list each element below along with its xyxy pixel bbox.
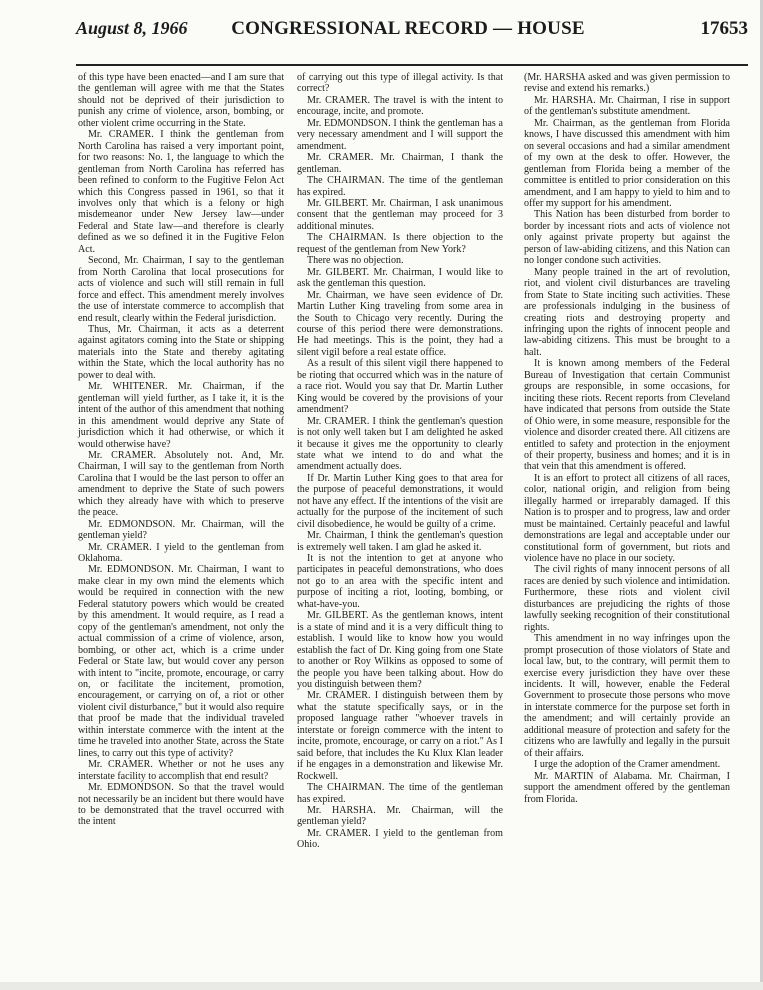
paragraph: Mr. HARSHA. Mr. Chairman, will the gentleman yield?	[297, 805, 503, 828]
paragraph: Mr. CRAMER. I think the gentleman's question is not only well taken but I am delighted he asked it because it gives me the opportunity to clearly state what we intend to do and what the amendment actually does.	[297, 415, 503, 473]
paragraph: This Nation has been disturbed from border to border by incessant riots and acts of violence not only against private property but against the person of law-abiding citizens, and this Nation can no longer condone such activities.	[524, 209, 730, 267]
paragraph: The civil rights of many innocent persons of all races are denied by such violence and intimidation. Furthermore, these riots and violent civil disturbances are prejudicing the rights of those lawfully seeking recognition of their constitutional rights.	[524, 564, 730, 633]
paragraph: Mr. HARSHA. Mr. Chairman, I rise in support of the gentleman's substitute amendment.	[524, 94, 730, 118]
paragraph: Mr. Chairman, as the gentleman from Florida knows, I have discussed this amendment with him on several occasions and had a similar amendment of my own at the desk to offer. However, the gentleman from Florida being a member of the committee is entitled to prior consideration on this amendment, and I am happy to yield to him and to offer my support for his amendment.	[524, 117, 730, 209]
paragraph: Second, Mr. Chairman, I say to the gentleman from North Carolina that local prosecutions for acts of violence and such will still remain in full force and effect. This amendment merely involves the use of interstate commerce to accomplish that end result, clearly within the Federal jurisdiction.	[78, 255, 284, 324]
paragraph: Mr. CRAMER. I distinguish between them by what the statute specifically says, or in the proposed language rather "whoever travels in interstate or foreign commerce with the intent to incite, promote, encourage, or carry on a riot." As I said before, that includes the Ku Klux Klan leader if he engages in a demonstration and likewise Mr. Rockwell.	[297, 690, 503, 782]
paragraph: There was no objection.	[307, 255, 404, 267]
paragraph: It is known among members of the Federal Bureau of Investigation that certain Communist groups are responsible, in some occasions, for inciting these riots. Recent reports from Cleveland have indicated that persons from outside the State of Ohio were, in some measure, responsible for the violence and disorder created there. All citizens are entitled to safety and protection in the enjoyment of their property, business and homes; and it is in that vein that this amendment is offered.	[524, 358, 730, 473]
text-column-3	[524, 72, 730, 805]
paragraph: Mr. GILBERT. As the gentleman knows, intent is a state of mind and it is a very difficult thing to establish. I would like to know how you would establish the fact of Dr. King going from one State to another or Roy Wilkins as opposed to some of the people you have been talking about. How do you distinguish between them?	[297, 610, 503, 691]
paragraph: The CHAIRMAN. The time of the gentleman has expired.	[297, 782, 503, 805]
paragraph: Mr. CRAMER. I yield to the gentleman from Ohio.	[297, 827, 503, 851]
paragraph: Mr. CRAMER. Mr. Chairman, I thank the gentleman.	[297, 152, 503, 175]
paragraph: of this type have been enacted—and I am sure that the gentleman will agree with me that the States should not be deprived of their jurisdiction to punish any crime of violence, arson, bombing, or other violent crime occurring in the State.	[78, 72, 284, 129]
header-rule	[76, 64, 748, 66]
paragraph: Mr. CRAMER. Whether or not he uses any interstate facility to accomplish that end result?	[78, 759, 284, 782]
paragraph: Mr. MARTIN of Alabama. Mr. Chairman, I support the amendment offered by the gentleman from Florida.	[524, 770, 730, 805]
paragraph: Mr. CRAMER. Absolutely not. And, Mr. Chairman, I will say to the gentleman from North Carolina that I would be the last person to offer an amendment to deprive the State of such powers which they already have with which to preserve the peace.	[78, 449, 284, 519]
paragraph: Mr. EDMONDSON. So that the travel would not necessarily be an incident but there would have to be demonstrated that the travel occurred with the intent	[78, 782, 284, 828]
paragraph: If Dr. Martin Luther King goes to that area for the purpose of peaceful demonstrations, it would not have any effect. If the intentions of the visit are actually for the purpose of the incitement of such civil disobedience, he would be guilty of a crime.	[297, 472, 503, 530]
paragraph: Mr. Chairman, we have seen evidence of Dr. Martin Luther King traveling from some area in the South to Chicago very recently. During the course of this period there were demonstrations. He had meetings. This is the point, they had a silent vigil before a real estate office.	[297, 289, 503, 358]
paragraph: Mr. CRAMER. The travel is with the intent to encourage, incite, and promote.	[297, 94, 503, 118]
paragraph: I urge the adoption of the Cramer amendment.	[534, 759, 721, 771]
paragraph: Mr. GILBERT. Mr. Chairman, I would like to ask the gentleman this question.	[297, 266, 503, 290]
paragraph: Mr. EDMONDSON. I think the gentleman has a very necessary amendment and I will support the amendment.	[297, 117, 503, 152]
paragraph: Mr. WHITENER. Mr. Chairman, if the gentleman will yield further, as I take it, it is the intent of the author of this amendment that nothing in this amendment would deprive any State of jurisdiction which it had otherwise, or which it would otherwise have?	[78, 381, 284, 450]
paragraph: Mr. Chairman, I think the gentleman's question is extremely well taken. I am glad he asked it.	[297, 530, 503, 553]
header-date: August 8, 1966	[76, 18, 188, 38]
paragraph: Many people trained in the art of revolution, riot, and violent civil disturbances are traveling from State to State inciting such activities. These are professionals indulging in the business of creating riots and destroying property and infringing upon the rights of innocent people and law-abiding citizens. This must be brought to a halt.	[524, 266, 730, 358]
paragraph: Mr. CRAMER. I yield to the gentleman from Oklahoma.	[78, 541, 284, 565]
paragraph: This amendment in no way infringes upon the prompt prosecution of those violators of State and local law, but, to the contrary, will permit them to exercise every jurisdiction they have over these incidents. It will, however, enable the Federal Government to prosecute those persons who move in interstate commerce for the purpose set forth in the amendment; and will certainly provide an additional measure of protection and safety for the citizens who are lawfully and legally in the pursuit of their affairs.	[524, 633, 730, 759]
header-title: CONGRESSIONAL RECORD — HOUSE	[231, 18, 585, 39]
paragraph: Mr. GILBERT. Mr. Chairman, I ask unanimous consent that the gentleman may proceed for 3 additional minutes.	[297, 197, 503, 232]
paragraph: Mr. EDMONDSON. Mr. Chairman, will the gentleman yield?	[78, 518, 284, 542]
text-column-1	[78, 72, 284, 828]
page-header	[68, 16, 748, 46]
paragraph: The CHAIRMAN. The time of the gentleman has expired.	[297, 175, 503, 198]
paragraph: of carrying out this type of illegal activity. Is that correct?	[297, 72, 503, 95]
paragraph: The CHAIRMAN. Is there objection to the request of the gentleman from New York?	[297, 232, 503, 255]
paragraph: It is not the intention to get at anyone who participates in peaceful demonstrations, who does not go to an area with the specific intent and purpose of inciting a riot, looting, bombing, or what-have-you.	[297, 553, 503, 610]
paragraph: As a result of this silent vigil there happened to be rioting that occurred which was in the nature of a race riot. Would you say that Dr. Martin Luther King would be covered by the provisions of your amendment?	[297, 358, 503, 416]
paragraph: It is an effort to protect all citizens of all races, color, national origin, and religion from being illegally harmed or irreparably damaged. If this Nation is to prosper and to progress, law and order must be maintained. Certainly peaceful and lawful demonstrations are legal and acceptable under our constitutional form of government, but riots and violence have no place in our society.	[524, 472, 730, 565]
text-column-2	[297, 72, 503, 851]
header-page-number: 17653	[700, 18, 748, 39]
paragraph: Mr. CRAMER. I think the gentleman from North Carolina has raised a very important point, for two reasons: No. 1, the language to which the gentleman from North Carolina has referred has been refined to conform to the Fugitive Felon Act which this Congress passed in 1961, so that it involves only that which is a felony or high misdemeanor under New Jersey law—under Federal and State law—and therefore is clearly defined as we so defined it in the Fugitive Felon Act.	[78, 129, 284, 255]
page-bottom-edge	[0, 982, 763, 990]
paragraph: (Mr. HARSHA asked and was given permission to revise and extend his remarks.)	[524, 72, 730, 95]
paragraph: Mr. EDMONDSON. Mr. Chairman, I want to make clear in my own mind the elements which would be required in connection with the new Federal statutory powers which would be created by this amendment. It would require, as I read a copy of the gentleman's amendment, not only the actual commission of a crime of violence, arson, bombing, or other act, which is a crime under Federal or State law, but would cover any person with intent to "incite, promote, encourage, or carry on, or facilitate the incitement, promotion, encouragement, or carrying on of, a riot or other violent civil disturbance," but it would also require that proof be made that the individual traveled within interstate commerce with the intent at the time he traveled into another State, across the State lines, to carry out this type of activity?	[78, 564, 284, 759]
paragraph: Thus, Mr. Chairman, it acts as a deterrent against agitators coming into the State or shipping materials into the State and thereby agitating within the State, which the local authority has no power to deal with.	[78, 323, 284, 381]
